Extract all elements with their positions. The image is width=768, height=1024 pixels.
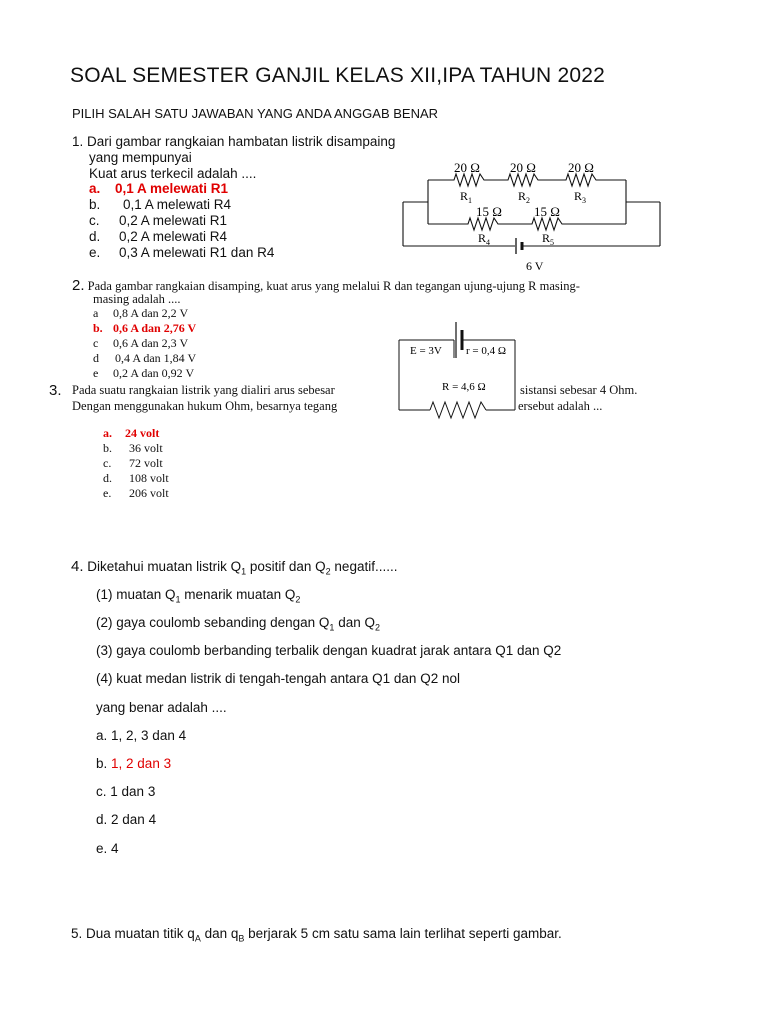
q4-option-c: [96, 784, 155, 799]
option-text: 108 volt: [129, 471, 169, 485]
option-text: 1 dan 3: [110, 784, 156, 799]
middle-branch-resistors: [428, 218, 626, 230]
option-text: 0,3 A melewati R1 dan R4: [119, 245, 275, 260]
emf-label: E = 3V: [410, 345, 442, 357]
q4-statement-3: (3) gaya coulomb berbanding terbalik dengan kuadrat jarak antara Q1 dan Q2: [96, 643, 562, 658]
internal-resistance-label: r = 0,4 Ω: [466, 345, 507, 357]
option-letter: d.: [103, 471, 112, 485]
r1-label: $R_1$: [460, 189, 473, 205]
q1-stem-1: Dari gambar rangkaian hambatan listrik disampaing: [87, 134, 396, 149]
option-text: 72 volt: [129, 456, 163, 470]
option-letter: e: [93, 366, 99, 380]
r5-label: $R_5$: [542, 231, 555, 247]
q1-stem-3: Kuat arus terkecil adalah ....: [89, 166, 257, 181]
r2-value: 20 Ω: [510, 160, 536, 175]
q4-number: 4.: [71, 558, 84, 575]
q3-stem-2b: ersebut adalah ...: [518, 399, 603, 413]
q4-option-e: [96, 841, 119, 856]
option-text: 24 volt: [125, 426, 160, 440]
option-letter: d.: [96, 812, 108, 827]
q4-option-d: [96, 812, 156, 827]
option-letter: a.: [96, 728, 108, 743]
option-letter: a: [93, 306, 99, 320]
option-text: 0,2 A dan 0,92 V: [113, 366, 195, 380]
q2-option-b: [93, 321, 196, 336]
q4-stem: 4. Diketahui muatan listrik $Q_1$ positif dan $Q_2$ negatif......: [71, 558, 398, 577]
resistor-label: R = 4,6 Ω: [442, 381, 486, 393]
option-letter: e.: [103, 486, 112, 500]
top-branch-resistors: [428, 174, 626, 186]
r3-value: 20 Ω: [568, 160, 594, 175]
option-text: 0,6 A dan 2,76 V: [113, 321, 197, 335]
option-letter: a.: [89, 181, 101, 196]
option-letter: b.: [89, 197, 101, 212]
q1-option-e: [89, 245, 274, 260]
option-text: 0,2 A melewati R4: [119, 229, 228, 244]
option-text: 206 volt: [129, 486, 169, 500]
option-letter: d: [93, 351, 99, 365]
r4-value: 15 Ω: [476, 204, 502, 219]
q3-option-e: [103, 486, 169, 501]
option-text: 0,4 A dan 1,84 V: [115, 351, 197, 365]
option-letter: b.: [103, 441, 112, 455]
r5-value: 15 Ω: [534, 204, 560, 219]
q3-stem-1a: Pada suatu rangkaian listrik yang dialiri arus sebesar: [72, 383, 335, 397]
q2-option-c: [93, 336, 188, 351]
option-letter: c: [93, 336, 99, 350]
option-letter: b.: [96, 756, 108, 771]
instruction: PILIH SALAH SATU JAWABAN YANG ANDA ANGGAB BENAR: [72, 106, 439, 121]
r2-label: $R_2$: [518, 189, 531, 205]
q2-number: 2.: [72, 277, 85, 294]
q3-option-d: [103, 471, 169, 486]
r1-value: 20 Ω: [454, 160, 480, 175]
r3-label: $R_3$: [574, 189, 587, 205]
q4-option-a: [96, 728, 186, 743]
option-letter: c.: [96, 784, 107, 799]
option-text: 0,8 A dan 2,2 V: [113, 306, 189, 320]
q3-option-b: [103, 441, 163, 456]
q3-option-a: [103, 426, 159, 441]
q4-statement-1: (1) muatan $Q_1$ menarik muatan $Q_2$: [96, 587, 301, 605]
q2-option-a: [93, 306, 188, 321]
option-text: 2 dan 4: [111, 812, 157, 827]
q2-option-e: [93, 366, 194, 381]
option-text: 0,1 A melewati R4: [123, 197, 232, 212]
q2-option-d: [93, 351, 196, 366]
option-text: 1, 2 dan 3: [111, 756, 172, 771]
q2-stem-1: Pada gambar rangkaian disamping, kuat arus yang melalui R dan tegangan ujung-ujung R masing-: [87, 279, 580, 293]
option-text: 36 volt: [129, 441, 163, 455]
option-text: 0,2 A melewati R1: [119, 213, 228, 228]
q5-stem: 5. Dua muatan titik $q_A$ dan $q_B$ berjarak 5 cm satu sama lain terlihat seperti gambar.: [71, 926, 562, 944]
r4-label: $R_4$: [478, 231, 491, 247]
q2-stem-2: masing adalah ....: [93, 292, 181, 306]
option-letter: b.: [93, 321, 103, 335]
q4-statement-2: (2) gaya coulomb sebanding dengan $Q_1$ dan $Q_2$: [96, 615, 380, 633]
q1-option-a: [89, 181, 228, 196]
q3-stem-2a: Dengan menggunakan hukum Ohm, besarnya tegang: [72, 399, 338, 413]
q1-option-d: [89, 229, 227, 244]
q1-option-b: [89, 197, 231, 212]
q3-stem-1b: sistansi sebesar 4 Ohm.: [520, 383, 638, 397]
q4-prompt: yang benar adalah ....: [96, 700, 227, 715]
source-voltage: 6 V: [526, 259, 544, 273]
option-text: 0,1 A melewati R1: [115, 181, 229, 196]
q3-option-c: [103, 456, 163, 471]
q1-stem-2: yang mempunyai: [89, 150, 192, 165]
q4-statement-4: (4) kuat medan listrik di tengah-tengah antara Q1 dan Q2 nol: [96, 671, 460, 686]
q4-option-b: [96, 756, 171, 771]
q1-option-c: [89, 213, 227, 228]
q1-circuit-diagram: [398, 152, 668, 276]
q1-line1: [72, 134, 395, 149]
option-letter: a.: [103, 426, 112, 440]
q2-circuit-diagram: [398, 316, 516, 420]
q1-number: 1.: [72, 134, 84, 149]
option-letter: e.: [89, 245, 101, 260]
option-letter: e.: [96, 841, 108, 856]
option-text: 4: [111, 841, 119, 856]
option-letter: c.: [89, 213, 100, 228]
option-letter: d.: [89, 229, 101, 244]
option-text: 0,6 A dan 2,3 V: [113, 336, 189, 350]
option-letter: c.: [103, 456, 112, 470]
option-text: 1, 2, 3 dan 4: [111, 728, 187, 743]
q3-number: 3.: [49, 382, 62, 399]
page-title: SOAL SEMESTER GANJIL KELAS XII,IPA TAHUN 2022: [70, 64, 605, 87]
